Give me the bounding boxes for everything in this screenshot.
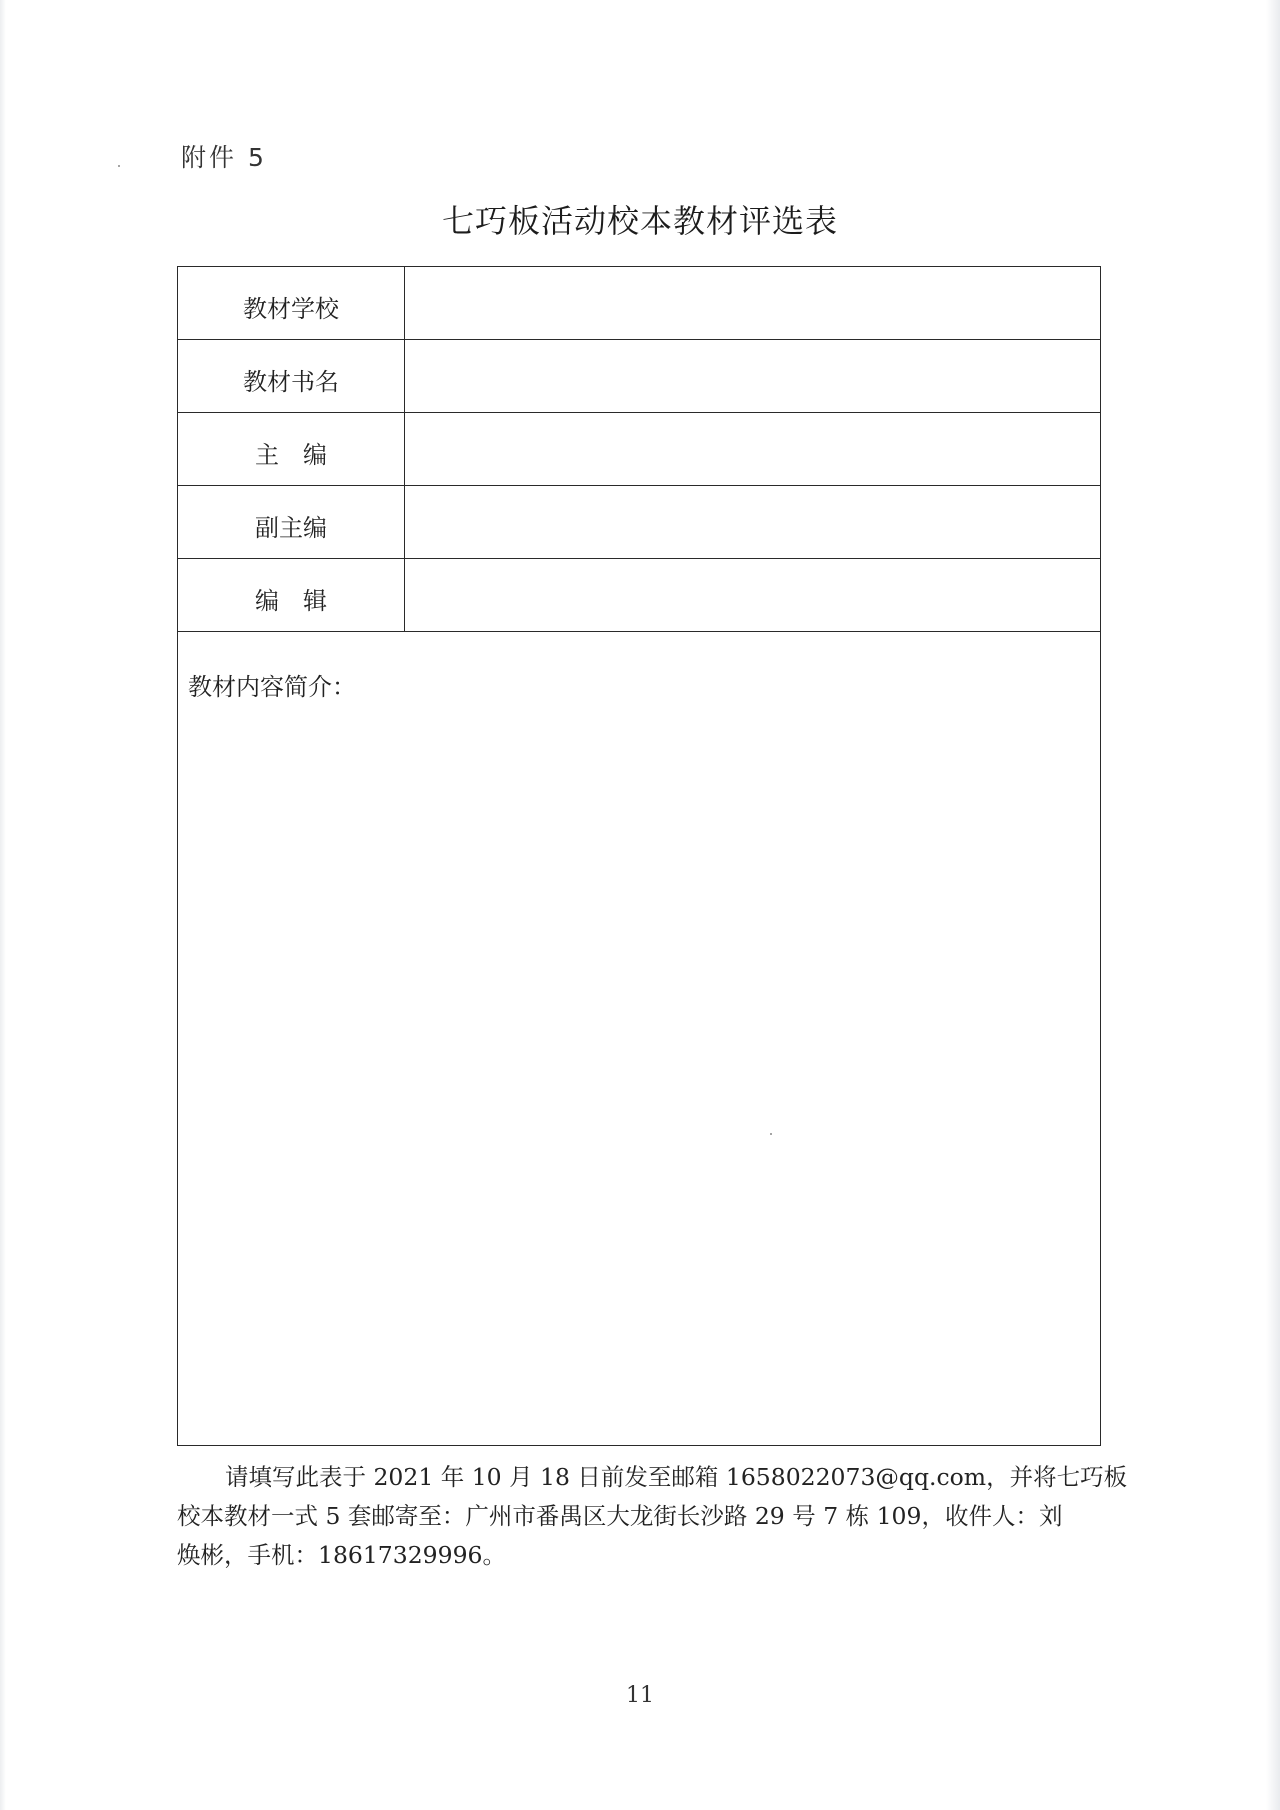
form-row-editor — [178, 559, 1100, 632]
form-field-content-summary[interactable] — [178, 632, 1100, 1444]
document-title: 七巧板活动校本教材评选表 — [441, 202, 838, 240]
evaluation-form-table — [177, 266, 1101, 1446]
scan-speck — [118, 165, 120, 167]
submission-note-line-3: 焕彬，手机：18617329996。 — [177, 1541, 506, 1569]
form-label-deputy-editor: 副主编 — [178, 486, 405, 558]
form-field-deputy-editor[interactable] — [405, 486, 1100, 558]
scan-edge-right — [1266, 0, 1280, 1810]
page-number: 11 — [626, 1683, 654, 1708]
attachment-label: 附件 5 — [181, 143, 267, 172]
form-label-book-title: 教材书名 — [178, 340, 405, 412]
form-row-book-title — [178, 340, 1100, 413]
form-label-content-summary: 教材内容简介： — [188, 673, 356, 701]
form-label-chief-editor: 主 编 — [178, 413, 405, 485]
form-field-editor[interactable] — [405, 559, 1100, 631]
submission-note — [177, 1458, 1128, 1575]
form-field-chief-editor[interactable] — [405, 413, 1100, 485]
form-label-editor: 编 辑 — [178, 559, 405, 631]
submission-note-line-1: 请填写此表于 2021 年 10 月 18 日前发至邮箱 1658022073@qq.com，并将七巧板 — [225, 1463, 1128, 1491]
form-field-book-title[interactable] — [405, 340, 1100, 412]
scan-edge-left — [0, 0, 6, 1810]
form-row-school — [178, 267, 1100, 340]
form-label-school: 教材学校 — [178, 267, 405, 339]
submission-note-line-2: 校本教材一式 5 套邮寄至：广州市番禺区大龙街长沙路 29 号 7 栋 109，收件人：刘 — [177, 1502, 1063, 1530]
form-row-chief-editor — [178, 413, 1100, 486]
form-row-deputy-editor — [178, 486, 1100, 559]
form-field-school[interactable] — [405, 267, 1100, 339]
